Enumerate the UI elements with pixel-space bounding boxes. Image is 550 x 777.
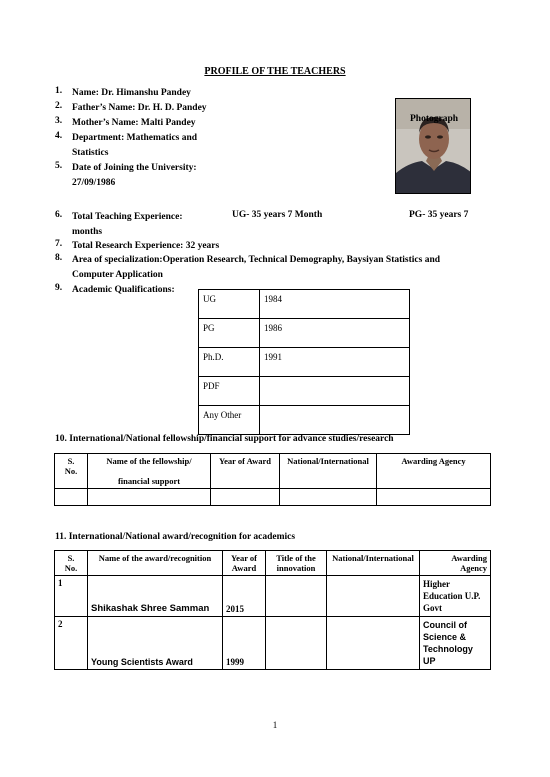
award-title-cell (266, 576, 327, 617)
item-number: 8. (55, 253, 63, 263)
teaching-exp-ug: UG- 35 years 7 Month (232, 210, 323, 220)
award-agency-cell: Council of Science & Technology UP (420, 617, 491, 670)
item-number: 6. (55, 210, 63, 220)
award-natint-cell (327, 617, 420, 670)
award-name-cell: Young Scientists Award (88, 617, 223, 670)
item-number: 3. (55, 116, 63, 126)
teaching-exp-cont: months (72, 227, 103, 237)
table-row (55, 489, 491, 506)
qualifications-label: Academic Qualifications: (72, 285, 175, 295)
degree-cell: PDF (199, 377, 260, 406)
col-header-natint: National/International (280, 454, 377, 489)
year-cell (260, 377, 410, 406)
fellowship-heading: 10. International/National fellowship/financial support for advance studies/research (55, 434, 394, 444)
teaching-exp-label: Total Teaching Experience: (72, 212, 183, 222)
col-header-sno: S. No. (55, 551, 88, 576)
table-header-row (55, 551, 491, 576)
col-header-agency: Awarding Agency (377, 454, 491, 489)
table-cell (280, 489, 377, 506)
award-heading: 11. International/National award/recognition for academics (55, 532, 296, 542)
table-row (199, 319, 410, 348)
sno-cell: 1 (55, 576, 88, 617)
col-header-natint: National/International (327, 551, 420, 576)
page-title: PROFILE OF THE TEACHERS (204, 66, 346, 77)
award-agency-cell: Higher Education U.P. Govt (420, 576, 491, 617)
degree-cell: UG (199, 290, 260, 319)
specialization-field: Area of specialization:Operation Research, Technical Demography, Baysiyan Statistics and (72, 255, 441, 265)
department-field-cont: Statistics (72, 148, 109, 158)
award-title-cell (266, 617, 327, 670)
year-cell: 1991 (260, 348, 410, 377)
year-cell (260, 406, 410, 435)
table-cell (211, 489, 280, 506)
table-header-row (55, 454, 491, 489)
qualifications-table (198, 289, 410, 435)
page-number: 1 (272, 720, 278, 730)
table-row (55, 576, 491, 617)
award-table (54, 550, 491, 670)
fellowship-table (54, 453, 491, 506)
table-cell (88, 489, 211, 506)
col-header-sno: S. No. (55, 454, 88, 489)
item-number: 9. (55, 283, 63, 293)
table-cell (377, 489, 491, 506)
col-header-award-name: Name of the award/recognition (88, 551, 223, 576)
item-number: 2. (55, 101, 63, 111)
father-name-field: Father’s Name: Dr. H. D. Pandey (72, 103, 207, 113)
year-cell: 1986 (260, 319, 410, 348)
table-cell (55, 489, 88, 506)
year-cell: 1984 (260, 290, 410, 319)
joining-date-value: 27/09/1986 (72, 178, 116, 188)
col-header-title: Title of the innovation (266, 551, 327, 576)
joining-date-label: Date of Joining the University: (72, 163, 197, 173)
col-header-year: Year of Award (211, 454, 280, 489)
table-row (199, 290, 410, 319)
specialization-field-cont: Computer Application (72, 270, 163, 280)
degree-cell: Ph.D. (199, 348, 260, 377)
item-number: 1. (55, 86, 63, 96)
teacher-photo (395, 98, 471, 194)
item-number: 4. (55, 131, 63, 141)
item-number: 5. (55, 161, 63, 171)
table-row (55, 617, 491, 670)
sno-cell: 2 (55, 617, 88, 670)
degree-cell: Any Other (199, 406, 260, 435)
col-header-agency: Awarding Agency (420, 551, 491, 576)
award-year-cell: 2015 (223, 576, 266, 617)
teaching-exp-pg: PG- 35 years 7 (409, 210, 469, 220)
col-header-year: Year of Award (223, 551, 266, 576)
item-number: 7. (55, 239, 63, 249)
table-row (199, 406, 410, 435)
award-year-cell: 1999 (223, 617, 266, 670)
award-natint-cell (327, 576, 420, 617)
col-header-fellowship: Name of the fellowship/ financial support (88, 454, 211, 489)
research-exp-field: Total Research Experience: 32 years (72, 241, 220, 251)
department-field: Department: Mathematics and (72, 133, 198, 143)
table-row (199, 348, 410, 377)
degree-cell: PG (199, 319, 260, 348)
photo-label: Photograph (410, 114, 459, 124)
award-name-cell: Shikashak Shree Samman (88, 576, 223, 617)
mother-name-field: Mother’s Name: Malti Pandey (72, 118, 196, 128)
name-field: Name: Dr. Himanshu Pandey (72, 88, 191, 98)
table-row (199, 377, 410, 406)
